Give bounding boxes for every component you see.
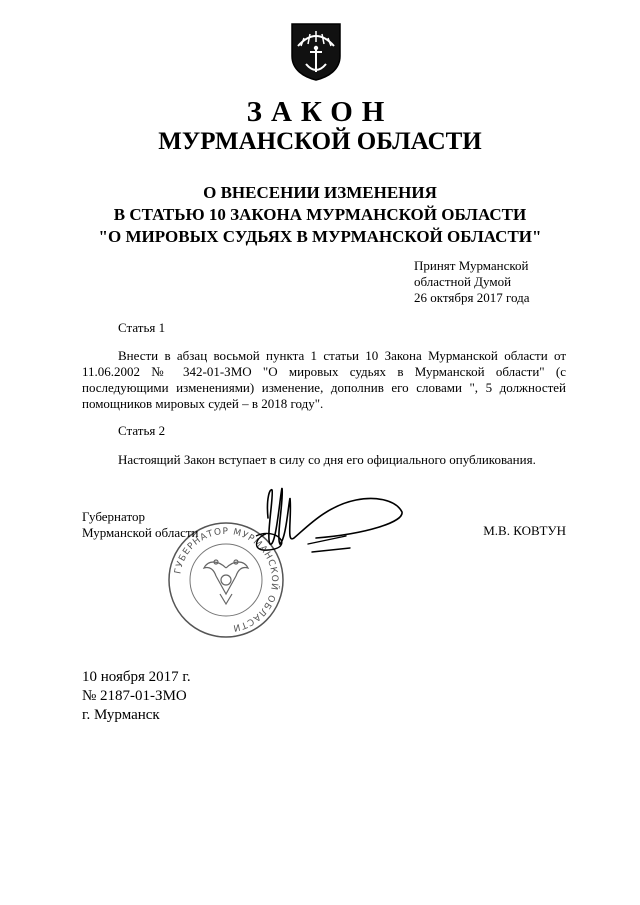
law-number: № 2187-01-ЗМО (82, 688, 187, 704)
governor-title-line: Мурманской области (82, 525, 199, 540)
governor-title-line: Губернатор (82, 509, 145, 524)
subtitle-line: В СТАТЬЮ 10 ЗАКОНА МУРМАНСКОЙ ОБЛАСТИ (113, 205, 527, 224)
article-1-heading: Статья 1 (118, 320, 166, 335)
coat-of-arms-icon (288, 20, 344, 82)
subtitle-line: "О МИРОВЫХ СУДЬЯХ В МУРМАНСКОЙ ОБЛАСТИ" (98, 227, 542, 246)
adoption-note (414, 258, 530, 306)
article-2-body: Настоящий Закон вступает в силу со дня его официального опубликования. (118, 452, 536, 467)
governor-name: М.В. КОВТУН (483, 523, 566, 538)
svg-text:ГУБЕРНАТОР МУРМАНСКОЙ ОБЛАСТИ: ГУБЕРНАТОР МУРМАНСКОЙ ОБЛАСТИ (173, 526, 280, 633)
subtitle-line: О ВНЕСЕНИИ ИЗМЕНЕНИЯ (203, 183, 437, 202)
footer-details (82, 668, 191, 725)
adoption-date: 26 октября 2017 года (414, 290, 530, 305)
adoption-line: Принят Мурманской (414, 258, 529, 273)
signing-city: г. Мурманск (82, 707, 160, 723)
article-2-heading: Статья 2 (118, 423, 166, 438)
signature-icon (246, 478, 426, 568)
region-title: МУРМАНСКОЙ ОБЛАСТИ (158, 128, 482, 155)
governor-title (82, 509, 199, 541)
article-1-body: Внести в абзац восьмой пункта 1 статьи 10 Закона Мурманской области от 11.06.2002 № 342-01-ЗМО "О мировых судьях в Мурманской области" (с последующими изменениями) изменение, дополнив его словами ", 5 должностей помощников мировых судей – в 2018 году". (82, 348, 566, 411)
signing-date: 10 ноября 2017 г. (82, 669, 191, 685)
law-word-heading: ЗАКОН (246, 96, 394, 128)
adoption-line: областной Думой (414, 274, 512, 289)
